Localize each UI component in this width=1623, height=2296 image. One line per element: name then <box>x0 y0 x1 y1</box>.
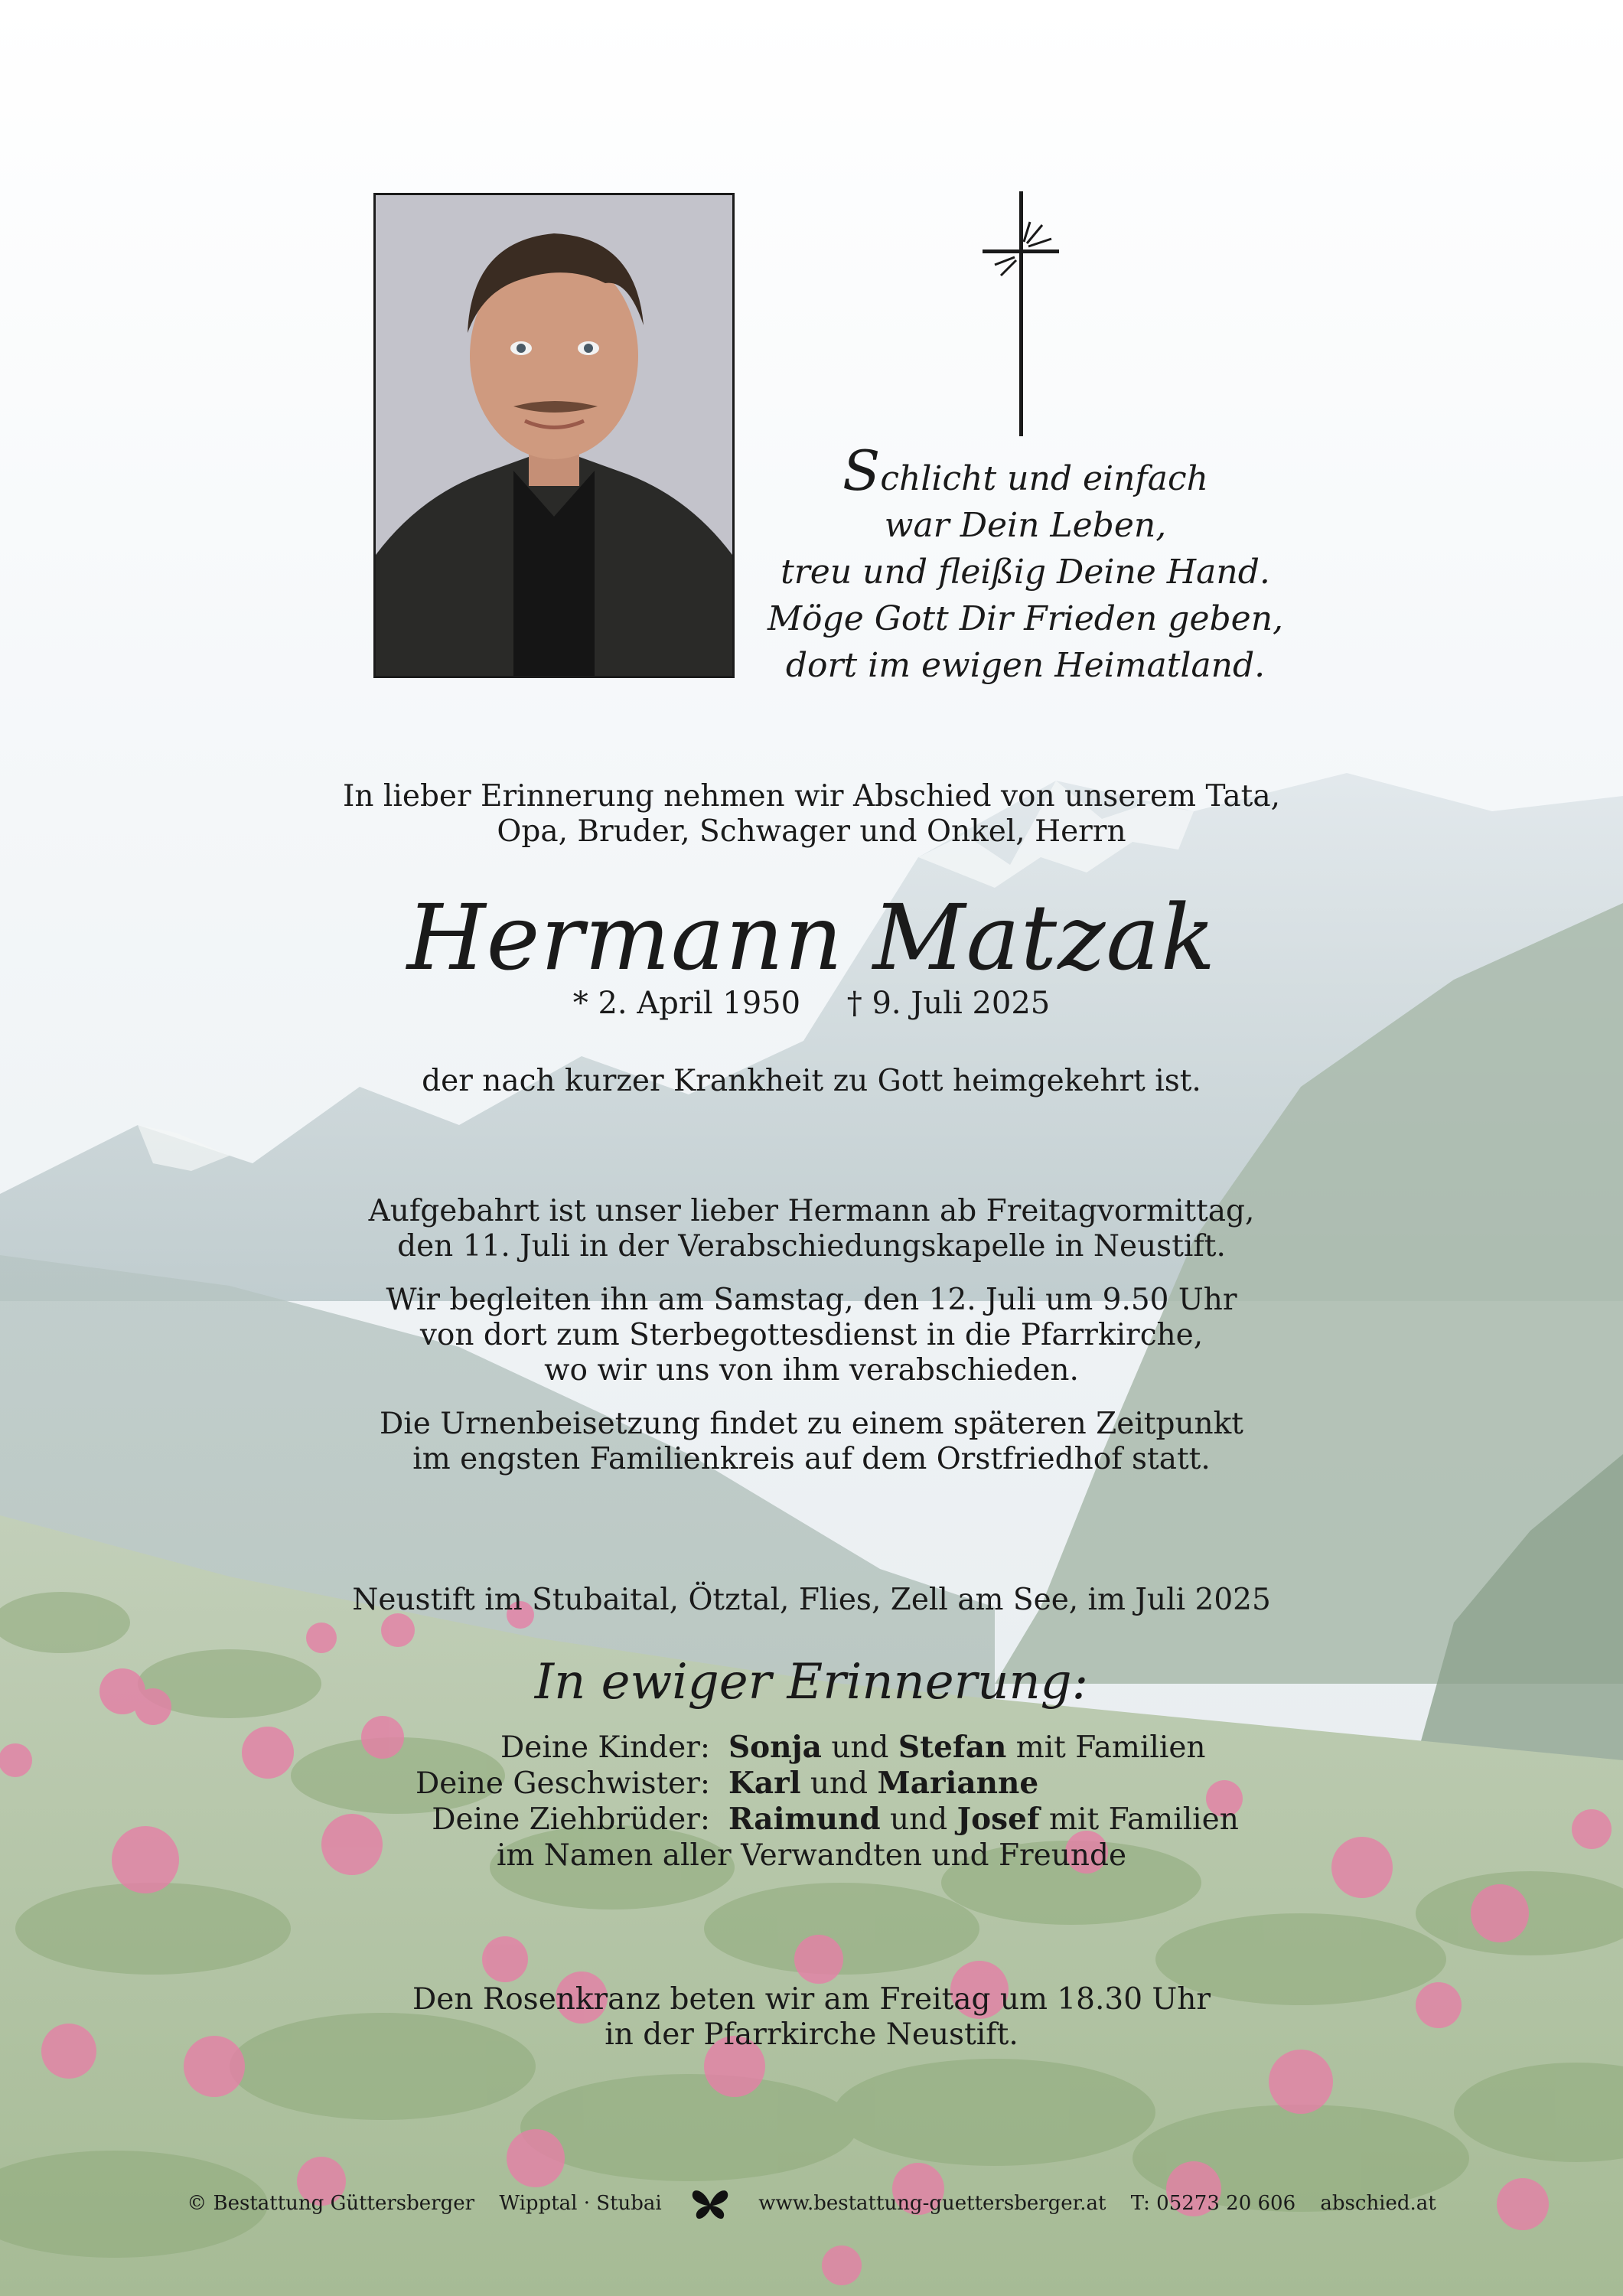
family-join: und <box>800 1766 878 1801</box>
family-name: Karl <box>728 1766 801 1801</box>
family-label: Deine Geschwister: <box>415 1766 710 1801</box>
arrangements-paragraph-3 <box>0 1407 1623 1477</box>
life-dates <box>0 986 1623 1021</box>
family-closing: im Namen aller Verwandten und Freunde <box>496 1838 1127 1873</box>
deceased-name: Hermann Matzak <box>406 885 1217 990</box>
family-name: Marianne <box>877 1766 1039 1801</box>
intro-text <box>0 779 1623 850</box>
rosary-line-1: Den Rosenkranz beten wir am Freitag um 18.30 Uhr <box>412 1982 1211 2017</box>
family-suffix: mit Familien <box>1039 1802 1239 1837</box>
family-row <box>0 1802 1623 1838</box>
family-names <box>719 1730 1206 1766</box>
family-row <box>0 1730 1623 1766</box>
arrangements-line: Die Urnenbeisetzung findet zu einem späteren Zeitpunkt <box>380 1407 1243 1441</box>
family-names <box>719 1802 1239 1838</box>
butterfly-icon <box>691 2187 729 2221</box>
intro-line-1: In lieber Erinnerung nehmen wir Abschied von unserem Tata, <box>343 779 1280 814</box>
family-name: Stefan <box>898 1730 1007 1765</box>
family-name: Raimund <box>728 1802 881 1837</box>
rosary-notice <box>0 1982 1623 2053</box>
footer-region: Wipptal · Stubai <box>499 2192 662 2215</box>
family-join: und <box>880 1802 957 1837</box>
arrangements-paragraph-1 <box>0 1194 1623 1264</box>
family-label: Deine Kinder: <box>500 1730 710 1765</box>
verse-line-2: war Dein Leben, <box>884 506 1167 545</box>
place-and-date: Neustift im Stubaital, Ötztal, Flies, Zell am See, im Juli 2025 <box>352 1583 1271 1617</box>
passing-note: der nach kurzer Krankheit zu Gott heimgekehrt ist. <box>422 1064 1201 1098</box>
family-list <box>0 1730 1623 1874</box>
arrangements-line: von dort zum Sterbegottesdienst in die Pfarrkirche, <box>419 1318 1204 1352</box>
verse-line-3: treu und fleißig Deine Hand. <box>781 553 1270 592</box>
intro-line-2: Opa, Bruder, Schwager und Onkel, Herrn <box>497 814 1126 849</box>
arrangements-line: den 11. Juli in der Verabschiedungskapelle in Neustift. <box>397 1229 1226 1264</box>
footer-phone: T: 05273 20 606 <box>1130 2192 1296 2215</box>
arrangements-line: im engsten Familienkreis auf dem Orstfriedhof statt. <box>412 1442 1211 1476</box>
cross-icon <box>979 191 1064 436</box>
footer-copyright: © Bestattung Güttersberger <box>187 2192 475 2215</box>
family-name: Sonja <box>728 1730 822 1765</box>
family-names <box>719 1766 1038 1802</box>
footer-site2[interactable]: abschied.at <box>1320 2192 1436 2215</box>
memorial-verse <box>750 439 1301 689</box>
rosary-line-2: in der Pfarrkirche Neustift. <box>605 2017 1018 2052</box>
verse-line-4: Möge Gott Dir Frieden geben, <box>767 599 1284 638</box>
arrangements-line: Wir begleiten ihn am Samstag, den 12. Juli um 9.50 Uhr <box>386 1283 1237 1317</box>
family-row <box>0 1766 1623 1802</box>
arrangements-line: Aufgebahrt ist unser lieber Hermann ab Freitagvormittag, <box>368 1194 1255 1228</box>
family-label: Deine Ziehbrüder: <box>432 1802 710 1837</box>
family-name: Josef <box>957 1802 1040 1837</box>
family-join: und <box>821 1730 898 1765</box>
portrait-photo <box>373 193 735 678</box>
verse-line-5: dort im ewigen Heimatland. <box>785 646 1266 685</box>
memory-heading: In ewiger Erinnerung: <box>534 1654 1089 1711</box>
arrangements-line: wo wir uns von ihm verabschieden. <box>544 1353 1079 1388</box>
footer-website[interactable]: www.bestattung-guettersberger.at <box>758 2192 1106 2215</box>
verse-line-1: chlicht und einfach <box>880 459 1208 498</box>
arrangements-paragraph-2 <box>0 1283 1623 1388</box>
birth-date: * 2. April 1950 <box>572 986 801 1021</box>
verse-initial: S <box>842 439 881 503</box>
death-date: † 9. Juli 2025 <box>846 986 1051 1021</box>
family-suffix: mit Familien <box>1006 1730 1206 1765</box>
footer <box>0 2187 1623 2221</box>
portrait-illustration <box>376 195 732 676</box>
